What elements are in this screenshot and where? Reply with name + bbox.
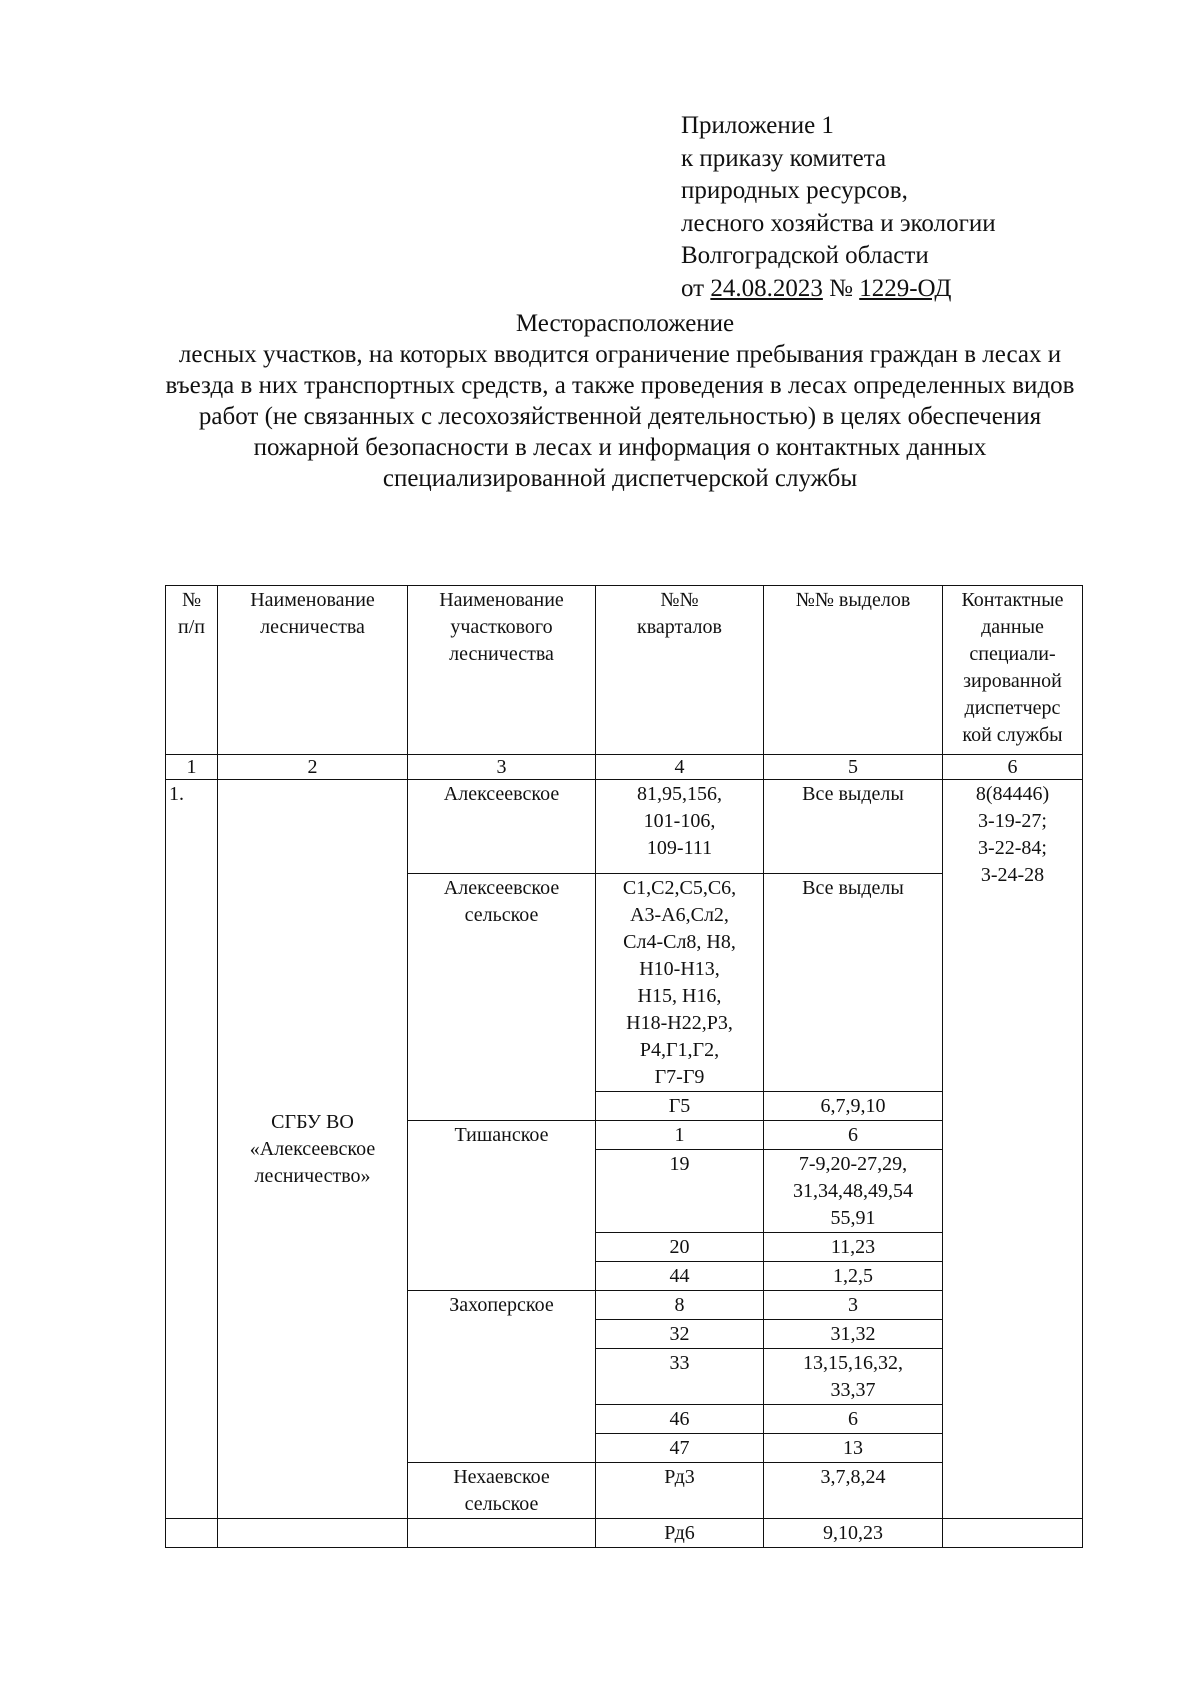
- appendix-line-4: лесного хозяйства и экологии: [681, 209, 996, 237]
- appendix-line-5: Волгоградской области: [681, 242, 929, 269]
- appendix-date-line: [681, 273, 996, 306]
- empty-cell: [166, 1519, 218, 1548]
- document-title: [160, 308, 1080, 494]
- column-number: 1: [166, 755, 218, 780]
- header-forestry: Наименование лесничества: [218, 586, 408, 755]
- plots-cell: 3: [764, 1291, 943, 1320]
- empty-cell: [218, 1519, 408, 1548]
- order-date: 24.08.2023: [710, 274, 823, 302]
- quarters-cell: 1: [596, 1121, 764, 1150]
- contacts-cell: 8(84446) 3-19-27; 3-22-84; 3-24-28: [943, 780, 1083, 1519]
- table-row: [166, 1519, 1083, 1548]
- header-row: [166, 586, 1083, 755]
- row-index: 1.: [166, 780, 218, 1519]
- plots-cell: 1,2,5: [764, 1262, 943, 1291]
- plots-cell: 9,10,23: [764, 1519, 943, 1548]
- header-plots: №№ выделов: [764, 586, 943, 755]
- plots-cell: 7-9,20-27,29, 31,34,48,49,54 55,91: [764, 1150, 943, 1233]
- forestry-name: СГБУ ВО «Алексеевское лесничество»: [218, 780, 408, 1519]
- empty-cell: [943, 1519, 1083, 1548]
- district-name: Тишанское: [408, 1121, 596, 1291]
- plots-cell: Все выделы: [764, 874, 943, 1092]
- plots-cell: 6,7,9,10: [764, 1092, 943, 1121]
- date-prefix: от: [681, 274, 711, 302]
- plots-cell: 13,15,16,32, 33,37: [764, 1349, 943, 1405]
- plots-cell: 6: [764, 1405, 943, 1434]
- quarters-cell: 46: [596, 1405, 764, 1434]
- quarters-cell: 20: [596, 1233, 764, 1262]
- quarters-cell: Г5: [596, 1092, 764, 1121]
- quarters-cell: Рд6: [596, 1519, 764, 1548]
- quarters-cell: 19: [596, 1150, 764, 1233]
- table-row: [166, 780, 1083, 874]
- appendix-block: [681, 110, 996, 305]
- plots-cell: Все выделы: [764, 780, 943, 874]
- plots-cell: 3,7,8,24: [764, 1463, 943, 1519]
- column-number: 4: [596, 755, 764, 780]
- header-district: Наименование участкового лесничества: [408, 586, 596, 755]
- column-number: 2: [218, 755, 408, 780]
- plots-cell: 31,32: [764, 1320, 943, 1349]
- district-name: Нехаевское сельское: [408, 1463, 596, 1519]
- quarters-cell: С1,С2,С5,С6, А3-А6,Сл2, Сл4-Сл8, Н8, Н10-Н13, Н15, Н16, Н18-Н22,Р3, Р4,Г1,Г2, Г7-Г9: [596, 874, 764, 1092]
- quarters-cell: Рд3: [596, 1463, 764, 1519]
- plots-cell: 13: [764, 1434, 943, 1463]
- district-name: Алексеевское сельское: [408, 874, 596, 1121]
- title-heading: Месторасположение: [515, 310, 735, 337]
- column-number: 6: [943, 755, 1083, 780]
- quarters-cell: 8: [596, 1291, 764, 1320]
- district-name: Алексеевское: [408, 780, 596, 874]
- plots-cell: 11,23: [764, 1233, 943, 1262]
- column-number: 5: [764, 755, 943, 780]
- title-body: лесных участков, на которых вводится ограничение пребывания граждан в лесах и въезда в них транспортных средств, а также проведения в лесах определенных видов работ (не связанных с лесохозяйственной деятельностью) в целях обеспечения пожарной безопасности в лесах и информация о контактных данных специализированной диспетчерской службы: [165, 341, 1075, 492]
- header-contacts: Контактные данные специали- зированной диспетчерс кой службы: [943, 586, 1083, 755]
- column-number: 3: [408, 755, 596, 780]
- quarters-cell: 44: [596, 1262, 764, 1291]
- header-quarters: №№ кварталов: [596, 586, 764, 755]
- quarters-cell: 81,95,156, 101-106, 109-111: [596, 780, 764, 874]
- quarters-cell: 47: [596, 1434, 764, 1463]
- forest-areas-table: [165, 585, 1083, 1548]
- district-name: Захоперское: [408, 1291, 596, 1463]
- quarters-cell: 32: [596, 1320, 764, 1349]
- empty-cell: [408, 1519, 596, 1548]
- column-number-row: [166, 755, 1083, 780]
- appendix-line-3: природных ресурсов,: [681, 177, 908, 204]
- appendix-line-1: Приложение 1: [681, 112, 834, 139]
- quarters-cell: 33: [596, 1349, 764, 1405]
- appendix-line-2: к приказу комитета: [681, 144, 887, 172]
- header-index: № п/п: [166, 586, 218, 755]
- order-number: 1229-ОД: [859, 274, 952, 302]
- plots-cell: 6: [764, 1121, 943, 1150]
- number-prefix: №: [822, 274, 860, 302]
